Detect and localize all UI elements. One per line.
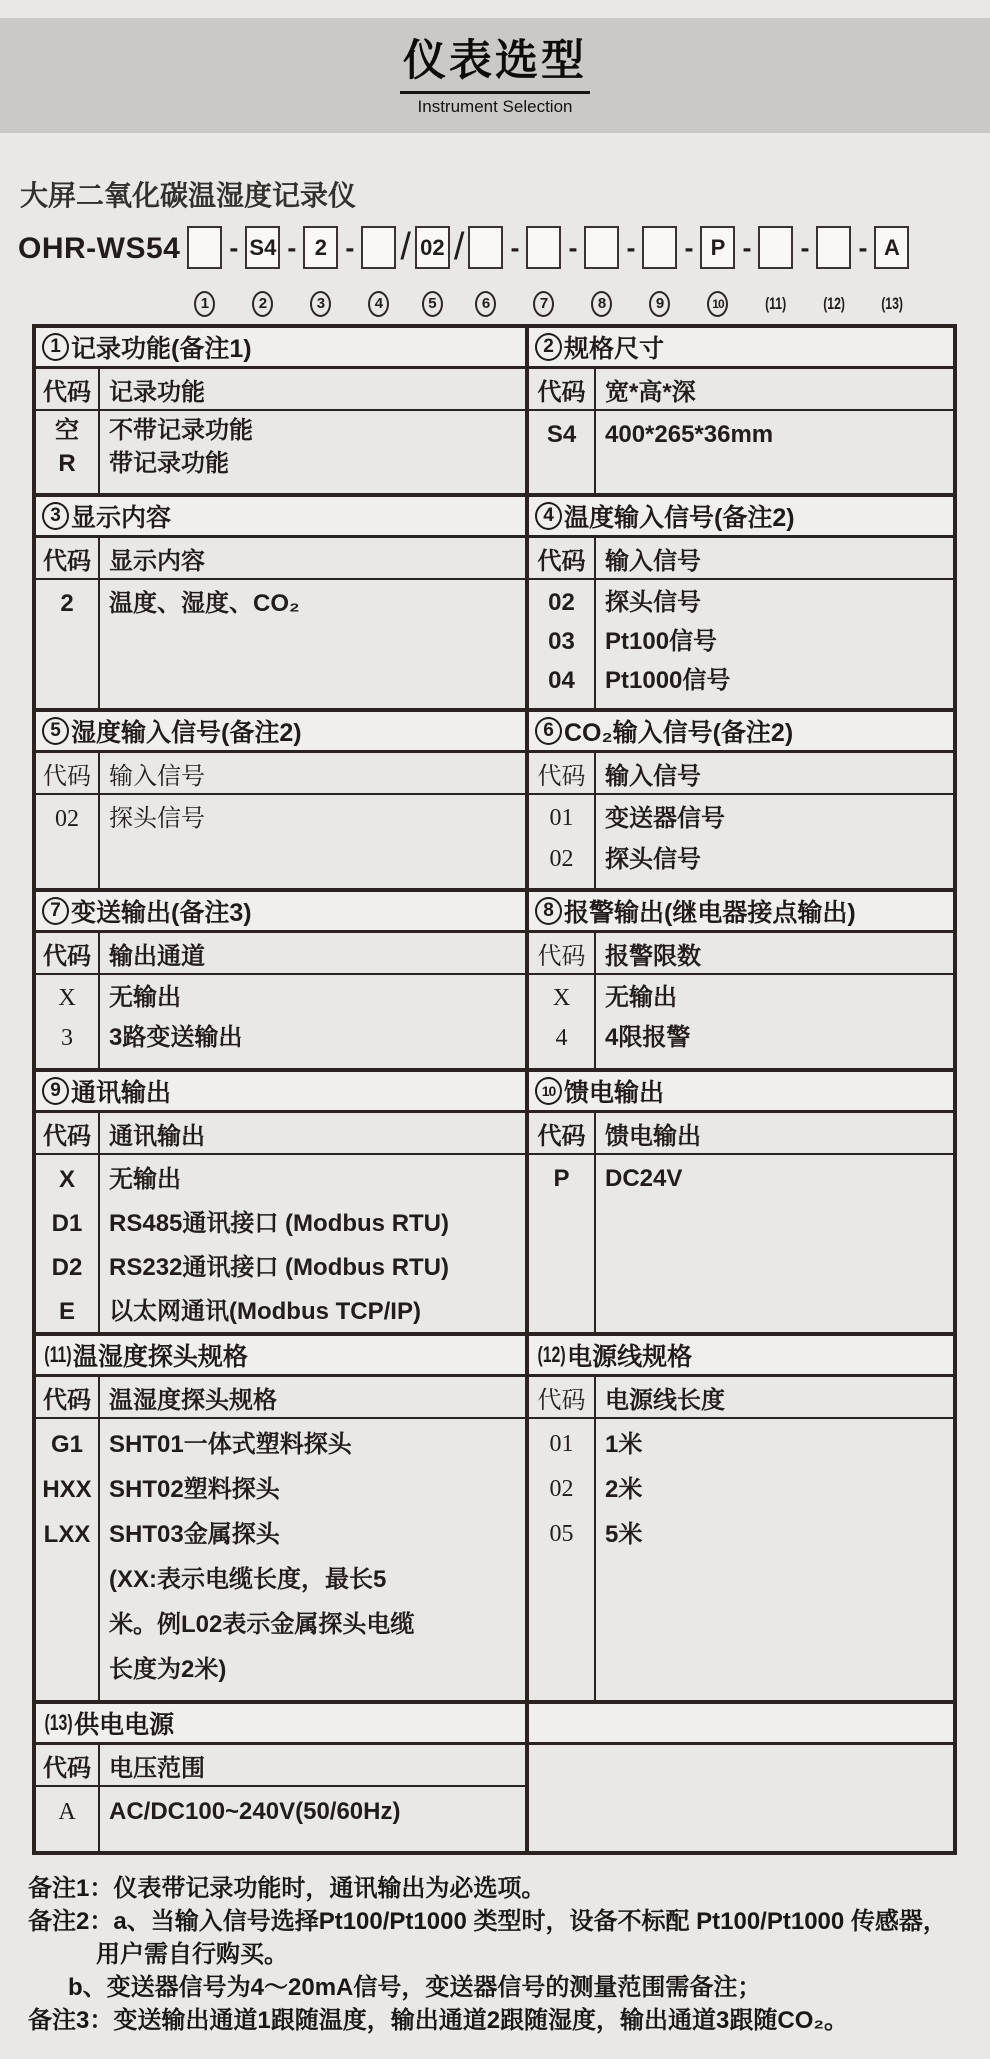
section-body	[529, 975, 953, 1068]
desc-cell: 3路变送输出	[109, 1024, 243, 1051]
section-title-text: CO₂输入信号(备注2)	[564, 719, 794, 747]
section-body	[36, 795, 525, 888]
column-header-row	[529, 933, 953, 975]
model-code-separator: -	[742, 233, 752, 263]
code-cell	[36, 1605, 98, 1629]
section-s8	[529, 892, 953, 1068]
model-box-3: 2	[303, 226, 338, 269]
code-column	[529, 580, 596, 708]
desc-cell: SHT02塑料探头	[109, 1476, 280, 1503]
section-body	[529, 795, 953, 888]
section-number: (13)	[44, 1710, 73, 1735]
table-band-7	[36, 1704, 953, 1851]
box-index-label	[310, 290, 331, 317]
section-number: 8	[535, 897, 562, 925]
section-number: 9	[42, 1077, 69, 1105]
desc-cell: RS485通讯接口 (Modbus RTU)	[109, 1210, 450, 1237]
desc-column	[100, 1787, 525, 1851]
section-title	[36, 497, 525, 538]
title-banner	[0, 18, 990, 133]
section-number: 3	[42, 502, 69, 530]
box-index-label	[194, 290, 215, 317]
desc-column-header: 温湿度探头规格	[109, 1386, 277, 1414]
model-code-separator: -	[568, 233, 578, 263]
product-title: 大屏二氧化碳温湿度记录仪	[20, 180, 357, 211]
section-title	[36, 892, 525, 933]
section-title-text: 报警输出(继电器接点输出)	[564, 899, 856, 927]
section-title-text: 记录功能(备注1)	[71, 335, 252, 363]
box-index-number: 4	[368, 291, 389, 317]
code-cell	[36, 1581, 98, 1605]
code-cell: P	[553, 1165, 570, 1192]
desc-cell: 不带记录功能	[109, 417, 253, 444]
desc-cell: 2米	[605, 1476, 643, 1503]
model-code-unit-2	[245, 226, 280, 317]
desc-cell: 5米	[605, 1521, 643, 1548]
code-column-header: 代码	[36, 1377, 100, 1417]
section-title-text: 规格尺寸	[564, 335, 665, 363]
empty-section-header	[529, 1704, 953, 1745]
section-title-text: 温度输入信号(备注2)	[564, 504, 795, 532]
code-column-header: 代码	[529, 1377, 596, 1417]
model-box-7	[526, 226, 561, 269]
table-band-6	[36, 1336, 953, 1704]
desc-cell: 探头信号	[109, 806, 205, 832]
code-column	[529, 1155, 596, 1332]
code-column-header: 代码	[529, 1113, 596, 1153]
model-code-separator: /	[400, 226, 411, 268]
box-index-number: 1	[194, 291, 215, 317]
model-prefix: OHR-WS54	[18, 232, 181, 265]
desc-cell: 探头信号	[605, 846, 701, 873]
code-cell: HXX	[42, 1476, 92, 1503]
section-s13	[36, 1704, 529, 1851]
desc-column-header: 电源线长度	[605, 1386, 725, 1414]
desc-cell: (XX:表示电缆长度，最长5	[109, 1566, 387, 1593]
desc-cell: 以太网通讯(Modbus TCP/IP)	[109, 1298, 421, 1325]
section-number: (12)	[537, 1342, 566, 1367]
section-s11	[36, 1336, 529, 1700]
section-title-text: 变送输出(备注3)	[71, 899, 252, 927]
model-code-unit-12	[816, 226, 851, 317]
code-cell: 2	[60, 590, 74, 617]
model-code-separator: -	[626, 233, 636, 263]
model-box-1	[187, 226, 222, 269]
section-title	[36, 1072, 525, 1113]
code-column-header: 代码	[36, 369, 100, 409]
box-index-number: (12)	[823, 293, 845, 313]
model-box-2: S4	[245, 226, 280, 269]
model-code-unit-9	[642, 226, 677, 317]
section-title	[529, 497, 953, 538]
code-cell: 4	[555, 1025, 568, 1051]
desc-column-header: 馈电输出	[605, 1122, 701, 1150]
code-column	[529, 795, 596, 888]
section-body	[529, 1419, 953, 1700]
code-cell: LXX	[43, 1521, 91, 1548]
code-column	[529, 975, 596, 1068]
model-code-unit-6	[468, 226, 503, 317]
model-code-unit-4	[361, 226, 396, 317]
footer-notes	[28, 1872, 978, 2037]
code-cell: 3	[61, 1025, 73, 1051]
column-header-row	[529, 753, 953, 795]
model-code-separator: -	[858, 233, 868, 263]
section-title-text: 供电电源	[74, 1711, 175, 1739]
desc-cell: 400*265*36mm	[605, 421, 774, 448]
code-cell: 02	[549, 846, 574, 872]
model-code-unit-10	[700, 226, 735, 317]
code-column-header: 代码	[36, 1113, 100, 1153]
selection-table	[32, 324, 957, 1855]
code-cell: 02	[55, 806, 79, 832]
empty-section-body	[529, 1745, 953, 1851]
column-header-row	[36, 753, 525, 795]
section-s5	[36, 712, 529, 888]
section-s6	[529, 712, 953, 888]
section-number: 2	[535, 333, 562, 361]
desc-cell: 无输出	[605, 984, 677, 1011]
code-cell: S4	[546, 421, 577, 448]
section-number: 1	[42, 333, 69, 361]
section-body	[36, 1155, 525, 1334]
section-title	[529, 328, 953, 369]
section-title	[36, 1704, 525, 1745]
desc-cell: DC24V	[605, 1165, 683, 1192]
desc-column	[100, 580, 525, 708]
desc-cell: SHT01一体式塑料探头	[109, 1431, 352, 1458]
section-number: 6	[535, 717, 562, 745]
box-index-number: 6	[475, 291, 496, 317]
box-index-label	[252, 290, 273, 317]
desc-cell: Pt100信号	[605, 628, 718, 655]
column-header-row	[529, 538, 953, 580]
desc-column-header: 输出通道	[109, 942, 205, 970]
desc-column	[100, 411, 525, 493]
desc-column	[596, 795, 953, 888]
code-column	[36, 1419, 100, 1700]
code-cell: R	[58, 450, 76, 477]
section-title-text: 通讯输出	[71, 1079, 172, 1107]
model-code-separator: -	[800, 233, 810, 263]
code-column	[36, 411, 100, 493]
desc-column	[596, 580, 953, 708]
model-code-separator: -	[345, 233, 355, 263]
code-cell: D2	[51, 1254, 83, 1281]
model-code-unit-7	[526, 226, 561, 317]
model-code-separator: -	[684, 233, 694, 263]
column-header-row	[36, 1113, 525, 1155]
section-title	[529, 892, 953, 933]
desc-column-header: 宽*高*深	[605, 378, 696, 406]
section-s7	[36, 892, 529, 1068]
desc-column-header: 电压范围	[109, 1754, 205, 1782]
model-code-unit-5	[415, 226, 450, 317]
note-line-2: 备注2：a、当输入信号选择Pt100/Pt1000 类型时，设备不标配 Pt100/Pt1000 传感器，	[28, 1908, 947, 1935]
column-header-row	[36, 1745, 525, 1787]
code-cell: 02	[548, 589, 575, 616]
column-header-row	[36, 538, 525, 580]
model-box-4	[361, 226, 396, 269]
model-code-separator: /	[453, 226, 465, 268]
desc-column-header: 输入信号	[605, 547, 701, 575]
section-s10	[529, 1072, 953, 1332]
desc-cell: 探头信号	[605, 589, 701, 616]
code-column-header: 代码	[36, 753, 100, 793]
section-title	[36, 712, 525, 753]
table-band-5	[36, 1072, 953, 1336]
desc-column-header: 显示内容	[109, 547, 205, 575]
model-box-11	[758, 226, 793, 269]
desc-column-header: 报警限数	[605, 942, 701, 970]
note-line-3: 用户需自行购买。	[96, 1941, 288, 1968]
section-title-text: 显示内容	[71, 504, 172, 532]
box-index-number: 2	[252, 291, 273, 317]
code-cell: 04	[548, 667, 575, 694]
model-code-separator: -	[287, 233, 297, 263]
note-line-5: 备注3：变送输出通道1跟随温度，输出通道2跟随湿度，输出通道3跟随CO₂。	[28, 2007, 849, 2034]
section-title-text: 湿度输入信号(备注2)	[71, 719, 302, 747]
code-column-header: 代码	[36, 1745, 100, 1785]
box-index-number: 5	[422, 291, 443, 317]
code-cell: 01	[549, 805, 574, 831]
code-column	[36, 1787, 100, 1851]
column-header-row	[36, 933, 525, 975]
section-title	[36, 328, 525, 369]
section-number: (11)	[44, 1342, 72, 1367]
desc-cell: SHT03金属探头	[109, 1521, 280, 1548]
model-code-separator: -	[229, 233, 239, 263]
model-box-13: A	[874, 226, 909, 269]
section-number: 4	[535, 502, 562, 530]
desc-column	[596, 1419, 953, 1700]
desc-column-header: 记录功能	[109, 378, 205, 406]
box-index-label	[368, 290, 389, 317]
desc-column	[596, 975, 953, 1068]
table-band-3	[36, 712, 953, 892]
code-column-header: 代码	[529, 933, 596, 973]
code-cell: X	[58, 1166, 75, 1193]
section-number: 7	[42, 897, 69, 925]
section-number: 10	[535, 1077, 562, 1105]
page-title: 仪表选型	[400, 27, 590, 94]
box-index-label	[707, 290, 728, 317]
desc-column	[596, 1155, 953, 1332]
code-column	[36, 795, 100, 888]
code-column	[36, 1155, 100, 1334]
desc-column	[596, 411, 953, 493]
section-s9	[36, 1072, 529, 1332]
section-title-text: 温湿度探头规格	[72, 1343, 248, 1371]
code-cell: 03	[548, 628, 575, 655]
desc-column	[100, 795, 525, 888]
section-title	[529, 1336, 953, 1377]
desc-cell: Pt1000信号	[605, 667, 731, 694]
box-index-number: 3	[310, 291, 331, 317]
desc-cell: 温度、湿度、CO₂	[109, 590, 300, 617]
column-header-row	[529, 1377, 953, 1419]
desc-column-header: 输入信号	[605, 762, 701, 790]
box-index-number: (13)	[881, 293, 903, 313]
code-column-header: 代码	[36, 538, 100, 578]
section-number: 5	[42, 717, 69, 745]
code-cell: D1	[51, 1210, 83, 1237]
desc-cell: 1米	[605, 1431, 643, 1458]
model-code-unit-1	[187, 226, 222, 317]
box-index-label	[475, 290, 496, 317]
code-cell: 05	[549, 1521, 574, 1547]
box-index-number: 7	[533, 291, 554, 317]
section-body	[529, 411, 953, 493]
desc-cell: 米。例L02表示金属探头电缆	[109, 1611, 415, 1638]
section-title	[529, 712, 953, 753]
table-band-2	[36, 497, 953, 712]
page-subtitle: Instrument Selection	[417, 97, 573, 116]
section-title-text: 电源线规格	[567, 1343, 693, 1371]
section-s4	[529, 497, 953, 708]
table-band-4	[36, 892, 953, 1072]
code-column	[529, 1419, 596, 1700]
model-code-line	[18, 226, 911, 317]
code-column	[36, 975, 100, 1068]
section-body	[529, 1155, 953, 1332]
model-box-6	[468, 226, 503, 269]
model-code-unit-3	[303, 226, 338, 317]
box-index-number: 9	[649, 291, 670, 317]
box-index-label	[649, 290, 670, 317]
column-header-row	[529, 1113, 953, 1155]
code-cell: 02	[549, 1476, 574, 1502]
code-cell: G1	[50, 1431, 83, 1458]
box-index-label	[422, 290, 443, 317]
code-cell: X	[58, 985, 76, 1011]
column-header-row	[36, 369, 525, 411]
section-body	[36, 580, 525, 708]
desc-column	[100, 1419, 525, 1700]
model-code-separator: -	[510, 233, 520, 263]
box-index-label	[877, 290, 907, 317]
desc-cell: 带记录功能	[109, 450, 229, 477]
desc-cell: 长度为2米)	[109, 1656, 227, 1683]
desc-cell: 变送器信号	[605, 805, 725, 832]
section-s12	[529, 1336, 953, 1700]
box-index-number: 10	[707, 291, 728, 317]
box-index-label	[591, 290, 612, 317]
section-title-text: 馈电输出	[564, 1079, 665, 1107]
code-cell	[36, 1557, 98, 1581]
section-title	[529, 1072, 953, 1113]
code-cell: 空	[55, 417, 79, 444]
desc-cell: RS232通讯接口 (Modbus RTU)	[109, 1254, 450, 1281]
model-code-unit-11	[758, 226, 793, 317]
section-body	[36, 975, 525, 1068]
model-box-12	[816, 226, 851, 269]
table-band-1	[36, 328, 953, 497]
desc-column	[100, 1155, 525, 1334]
box-index-label	[761, 290, 790, 317]
code-column-header: 代码	[529, 538, 596, 578]
section-body	[36, 1419, 525, 1700]
model-code-unit-8	[584, 226, 619, 317]
code-column	[36, 580, 100, 708]
model-box-8	[584, 226, 619, 269]
section-body	[36, 411, 525, 493]
model-box-10: P	[700, 226, 735, 269]
section-title	[36, 1336, 525, 1377]
section-body	[529, 580, 953, 708]
code-cell: X	[552, 985, 571, 1011]
section-s3	[36, 497, 529, 708]
box-index-number: 8	[591, 291, 612, 317]
model-code-unit-13	[874, 226, 909, 317]
code-column-header: 代码	[529, 753, 596, 793]
desc-cell: 无输出	[109, 984, 181, 1011]
section-s2	[529, 328, 953, 493]
code-cell: A	[58, 1799, 76, 1825]
note-line-4: b、变送器信号为4～20mA信号，变送器信号的测量范围需备注；	[68, 1974, 762, 2001]
box-index-number: (11)	[765, 293, 787, 313]
model-box-5: 02	[415, 226, 450, 269]
desc-cell: 无输出	[109, 1166, 181, 1193]
column-header-row	[36, 1377, 525, 1419]
desc-column-header: 输入信号	[109, 763, 205, 790]
section-empty	[529, 1704, 953, 1851]
box-index-label	[533, 290, 554, 317]
desc-column	[100, 975, 525, 1068]
model-box-9	[642, 226, 677, 269]
code-cell: 01	[549, 1431, 574, 1457]
code-column	[529, 411, 596, 493]
code-column-header: 代码	[529, 369, 596, 409]
section-s1	[36, 328, 529, 493]
desc-cell: 4限报警	[605, 1024, 691, 1051]
note-line-1: 备注1：仪表带记录功能时，通讯输出为必选项。	[28, 1875, 546, 1902]
column-header-row	[529, 369, 953, 411]
section-body	[36, 1787, 525, 1851]
code-column-header: 代码	[36, 933, 100, 973]
box-index-label	[819, 290, 849, 317]
code-cell: E	[58, 1298, 75, 1325]
desc-column-header: 通讯输出	[109, 1122, 205, 1150]
desc-cell: AC/DC100~240V(50/60Hz)	[109, 1798, 401, 1825]
